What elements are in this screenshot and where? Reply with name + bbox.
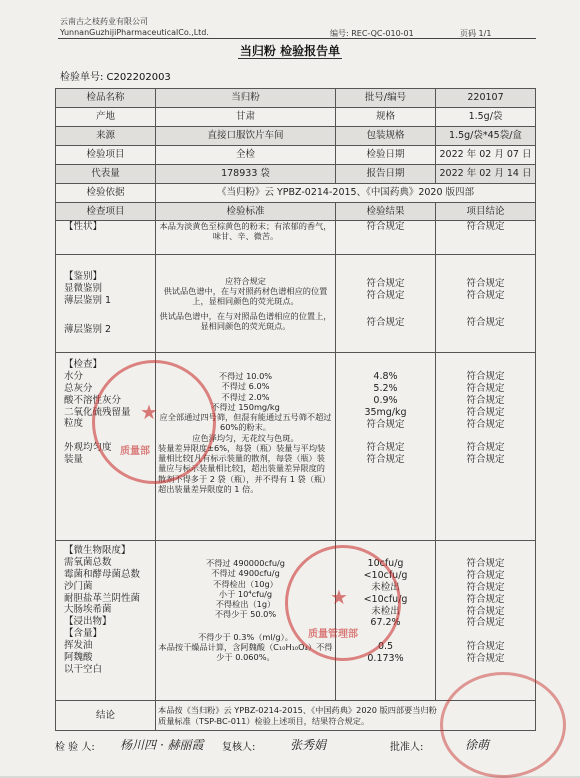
report-title: 当归粉 检验报告单 [239, 44, 341, 58]
page-number: 页码 1/1 [460, 29, 492, 38]
conclusion-text: 本品按《当归粉》云 YPBZ-0214-2015、《中国药典》2020 版四部要当归粉 质量标准（TSP-BC-011）检验上述项目，结果符合规定。 [156, 701, 536, 731]
header-divider [58, 38, 536, 39]
approver-signature: 徐萌 [465, 738, 490, 752]
value-origin: 甘肃 [156, 108, 336, 127]
section-appearance-result: 符合规定 [336, 221, 436, 255]
value-test-item: 全检 [156, 146, 336, 165]
value-test-date: 2022 年 02 月 07 日 [436, 146, 536, 165]
section-identification-conclusion: 符合规定 符合规定 符合规定 [436, 255, 536, 353]
label-origin: 产地 [56, 108, 156, 127]
label-batch-no: 批号/编号 [336, 89, 436, 108]
value-report-date: 2022 年 02 月 14 日 [436, 165, 536, 184]
stamp-star-icon: ★ [330, 585, 348, 609]
section-appearance-items: 【性状】 [56, 221, 156, 255]
doc-code: 编号: REC-QC-010-01 [330, 29, 414, 38]
label-report-date: 报告日期 [336, 165, 436, 184]
section-inspection-conclusion: 符合规定 符合规定 符合规定 符合规定 符合规定 符合规定 符合规定 [436, 353, 536, 541]
section-appearance-conclusion: 符合规定 [436, 221, 536, 255]
seal-star-icon: ★ [140, 400, 158, 424]
section-identification-items: 【鉴别】 显微鉴别 薄层鉴别 1 薄层鉴别 2 [56, 255, 156, 353]
section-identification-standard: 应符合规定 供试品色谱中，在与对照药材色谱相应的位置上，显相同颜色的荧光斑点。 供试品色谱中，在与对照品色谱相应的位置上，显相同颜色的荧光斑点。 [156, 255, 336, 353]
value-package: 1.5g/袋*45袋/盒 [436, 127, 536, 146]
value-source: 直接口服饮片车间 [156, 127, 336, 146]
reviewer-label: 复核人: [222, 742, 256, 753]
qa-dept-label: 质量管理部 [308, 629, 358, 640]
section-micro-items: 【微生物限度】 需氧菌总数 霉菌和酵母菌总数 沙门菌 耐胆盐革兰阴性菌 大肠埃希菌 【浸出物】 【含量】 挥发油 阿魏酸 以干空白 [56, 541, 156, 701]
value-spec: 1.5g/袋 [436, 108, 536, 127]
label-test-date: 检验日期 [336, 146, 436, 165]
section-appearance-standard: 本品为淡黄色至棕黄色的粉末；有浓郁的香气， 味甘、辛、微苦。 [156, 221, 336, 255]
section-inspection-items: 【检查】 水分 总灰分 酸不溶性灰分 二氧化硫残留量 粒度 外观均匀度 装量 [56, 353, 156, 541]
company-name-cn: 云南古之枝药业有限公司 [60, 17, 148, 26]
section-micro-result: 10cfu/g <10cfu/g 未检出 <10cfu/g 未检出 67.2% 0.5 0.173% [336, 541, 436, 701]
label-spec: 规格 [336, 108, 436, 127]
section-inspection-standard: 不得过 10.0% 不得过 6.0% 不得过 2.0% 不得过 150mg/kg 应全部通过四号筛，但混有能通过五号筛不超过 60%的粉末。 应色泽均匀，无花纹与色斑。 装量差异限度±6%，每袋（瓶）装量与平均装量相比较[凡有标示装量的散剂，每袋（瓶）装量应与标示装量相比较]，超出装量差异限度的散剂不得多于 2 袋（瓶），并不得有 1 袋（瓶）超出装量差异限度的 1 倍。 [156, 353, 336, 541]
value-product-name: 当归粉 [156, 89, 336, 108]
value-quantity: 178933 袋 [156, 165, 336, 184]
reviewer-signature: 张秀娟 [290, 738, 327, 752]
section-inspection-result: 4.8% 5.2% 0.9% 35mg/kg 符合规定 符合规定 符合规定 [336, 353, 436, 541]
value-basis: 《当归粉》云 YPBZ-0214-2015、《中国药典》2020 版四部 [156, 184, 536, 203]
label-basis: 检验依据 [56, 184, 156, 203]
label-package: 包装规格 [336, 127, 436, 146]
conclusion-label: 结论 [56, 701, 156, 731]
signature-row [55, 738, 95, 753]
col-header-result: 检验结果 [336, 203, 436, 221]
label-quantity: 代表量 [56, 165, 156, 184]
section-identification-result: 符合规定 符合规定 符合规定 [336, 255, 436, 353]
inspector-label: 检 验 人: [55, 742, 95, 753]
col-header-conclusion: 项目结论 [436, 203, 536, 221]
label-test-item: 检验项目 [56, 146, 156, 165]
section-micro-standard: 不得过 490000cfu/g 不得过 4900cfu/g 不得检出（10g） 小于 10⁴cfu/g 不得检出（1g） 不得少于 50.0% 不得少于 0.3%（ml/g）。 本品按干燥品计算，含阿魏酸（C₁₀H₁₀O₄）不得少于 0.060%。 [156, 541, 336, 701]
approval-stamp [440, 672, 566, 778]
quality-seal-label: 质量部 [120, 446, 150, 457]
col-header-item: 检查项目 [56, 203, 156, 221]
label-product-name: 检品名称 [56, 89, 156, 108]
value-batch-no: 220107 [436, 89, 536, 108]
col-header-standard: 检验标准 [156, 203, 336, 221]
report-number: 检验单号: C202202003 [60, 72, 171, 83]
approver-label: 批准人: [390, 742, 424, 753]
label-source: 来源 [56, 127, 156, 146]
company-name-en: YunnanGuzhijiPharmaceuticalCo.,Ltd. [60, 28, 209, 37]
inspector-signature: 杨川四 · 赫丽霞 [120, 738, 204, 752]
section-micro-conclusion: 符合规定 符合规定 符合规定 符合规定 符合规定 符合规定 符合规定 符合规定 [436, 541, 536, 701]
